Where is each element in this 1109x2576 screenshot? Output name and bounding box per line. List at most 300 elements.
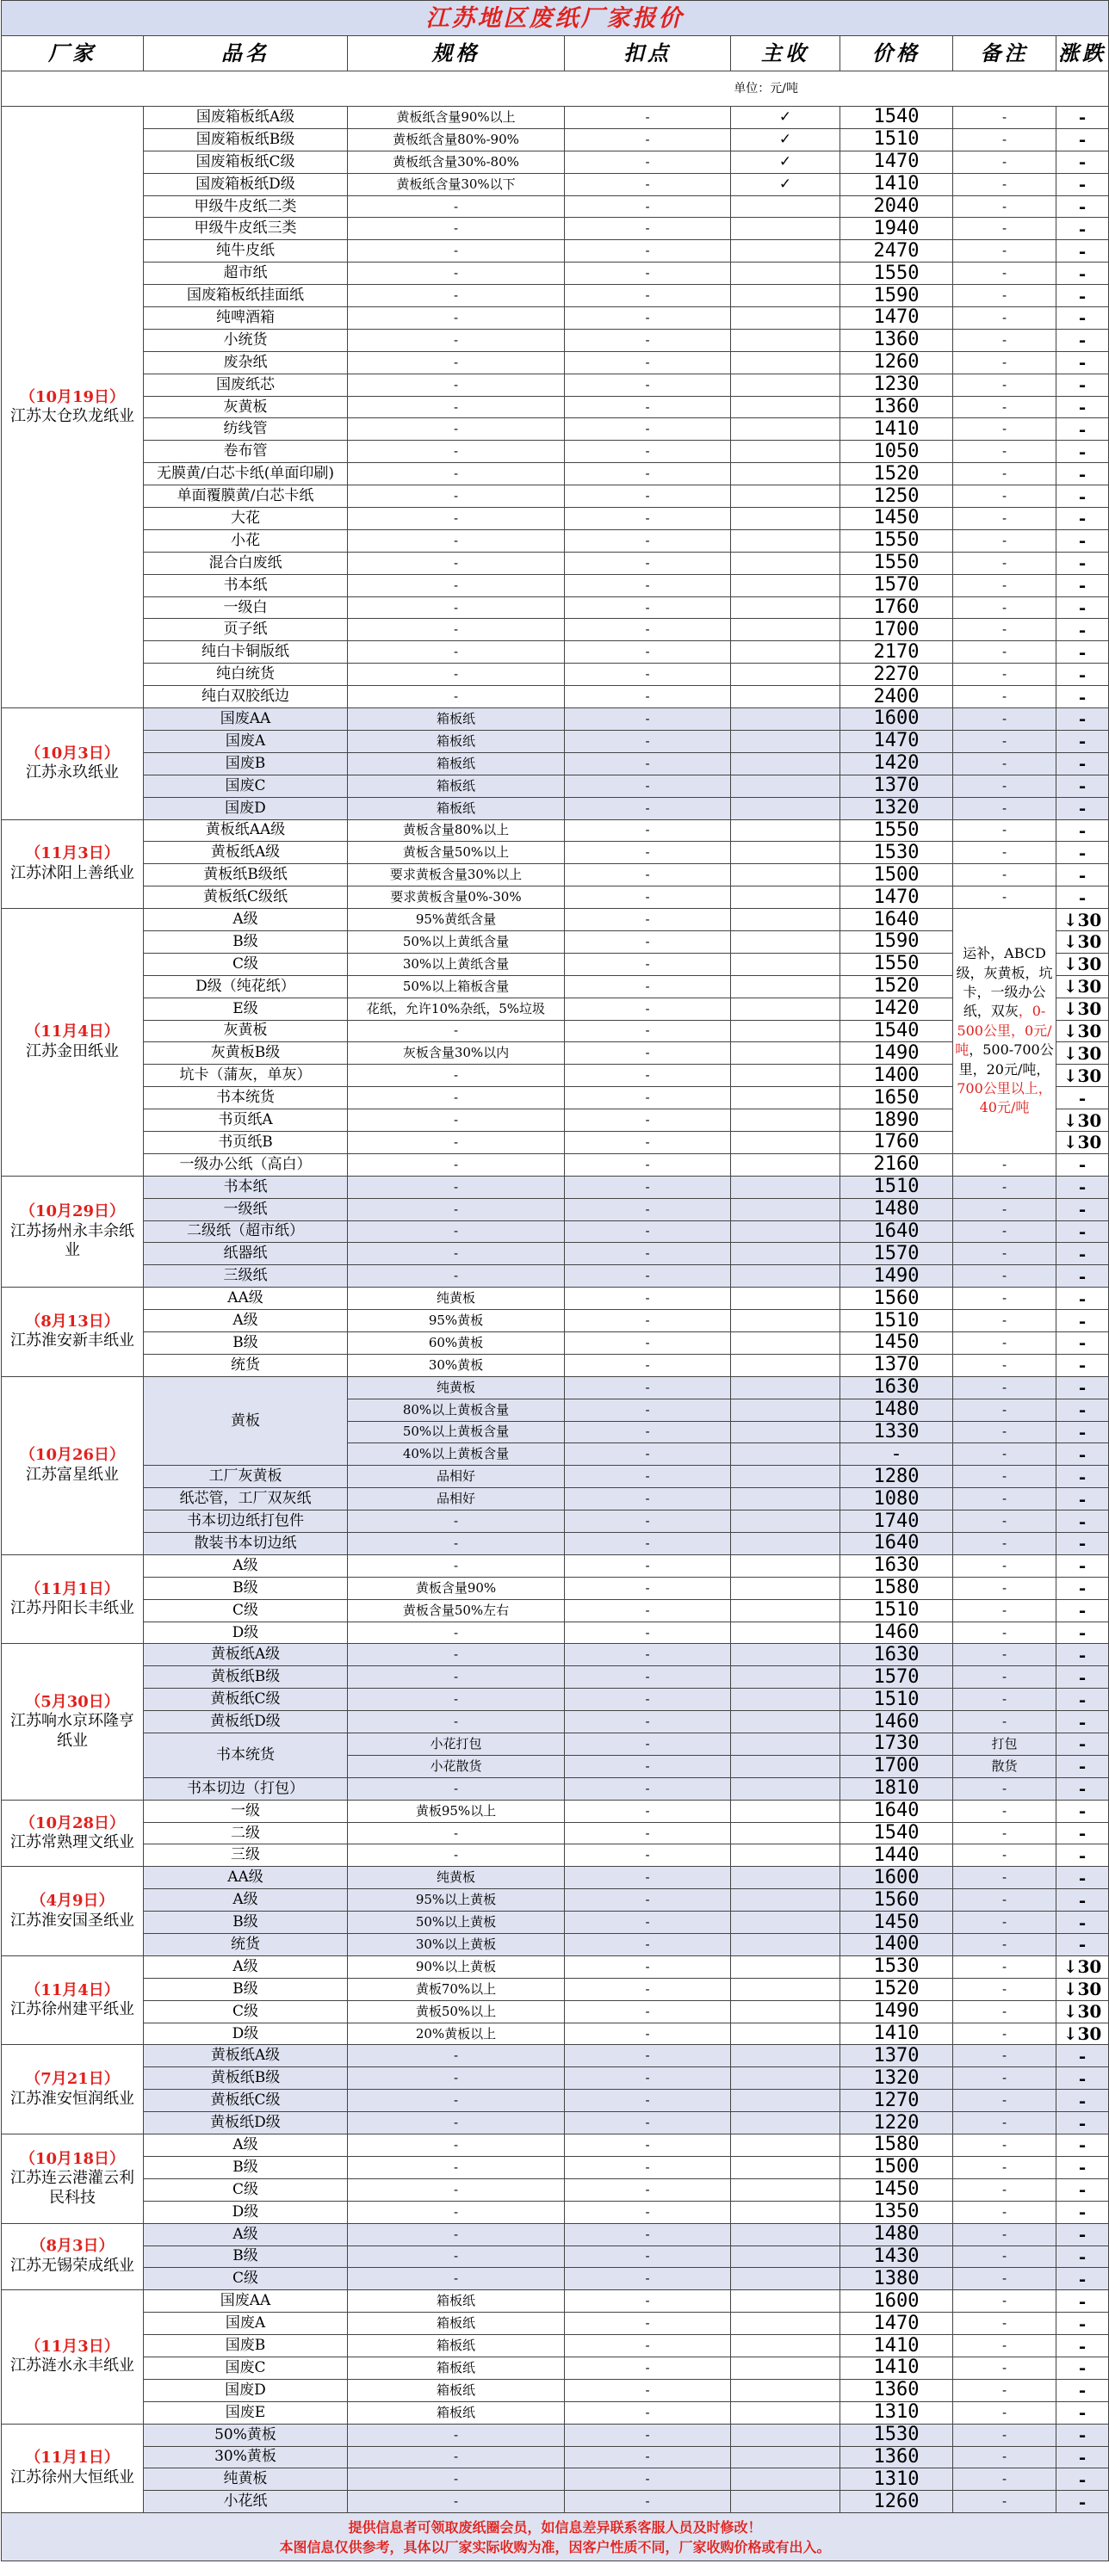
main-intake: ✓ <box>731 128 840 151</box>
product-name: C级 <box>144 2178 348 2201</box>
deduction: - <box>565 842 731 864</box>
price: 1530 <box>840 2424 953 2446</box>
remark: - <box>953 842 1056 864</box>
deduction: - <box>565 1042 731 1065</box>
deduction: - <box>565 2023 731 2045</box>
spec: - <box>348 596 565 619</box>
remark: 散货 <box>953 1755 1056 1777</box>
table-row <box>2 2178 1109 2201</box>
price-change: ↓30 <box>1056 1020 1109 1042</box>
price-change: - <box>1056 351 1109 374</box>
factory-date: （11月1日） <box>25 2449 120 2468</box>
product-name: 国废D <box>144 2379 348 2401</box>
product-name: 国废箱板纸D级 <box>144 173 348 195</box>
price-change: - <box>1056 2335 1109 2357</box>
factory-cell <box>2 909 144 1177</box>
main-intake <box>731 1822 840 1844</box>
spec: - <box>348 2090 565 2112</box>
table-row <box>2 664 1109 686</box>
price: 1370 <box>840 775 953 797</box>
remark: - <box>953 1243 1056 1265</box>
spec: - <box>348 485 565 508</box>
spec: - <box>348 1533 565 1555</box>
price-change: - <box>1056 107 1109 129</box>
spec: 50%以上箱板含量 <box>348 975 565 998</box>
price: 1740 <box>840 1510 953 1533</box>
price: 1540 <box>840 1020 953 1042</box>
main-intake <box>731 930 840 953</box>
price: 1600 <box>840 708 953 731</box>
price-change: - <box>1056 1243 1109 1265</box>
table-row <box>2 886 1109 909</box>
deduction: - <box>565 2000 731 2023</box>
factory-cell <box>2 1955 144 2045</box>
product-name: 大花 <box>144 508 348 530</box>
remark: - <box>953 2223 1056 2246</box>
factory-date: （11月3日） <box>25 844 120 863</box>
main-intake <box>731 2223 840 2246</box>
remark: - <box>953 797 1056 819</box>
product-name: C级 <box>144 953 348 975</box>
main-intake <box>731 1689 840 1711</box>
price-change: - <box>1056 1867 1109 1889</box>
product-name: B级 <box>144 1978 348 2000</box>
price-change: - <box>1056 374 1109 396</box>
main-intake <box>731 2268 840 2290</box>
deduction: - <box>565 886 731 909</box>
product-name: 单面覆膜黄/白芯卡纸 <box>144 485 348 508</box>
price: 1520 <box>840 463 953 485</box>
factory-date: （10月19日） <box>19 387 126 406</box>
price: 1510 <box>840 1310 953 1332</box>
price-change: - <box>1056 2401 1109 2424</box>
price: 1520 <box>840 975 953 998</box>
remark: - <box>953 1644 1056 1666</box>
deduction: - <box>565 1533 731 1555</box>
main-intake <box>731 307 840 330</box>
main-intake <box>731 1109 840 1132</box>
deduction: - <box>565 1421 731 1443</box>
main-intake <box>731 953 840 975</box>
table-row <box>2 529 1109 552</box>
price: 1250 <box>840 485 953 508</box>
spec: - <box>348 1844 565 1867</box>
table-row <box>2 708 1109 731</box>
price: 1080 <box>840 1488 953 1510</box>
deduction: - <box>565 2112 731 2134</box>
factory-date: （4月9日） <box>30 1892 115 1911</box>
table-row <box>2 1087 1109 1109</box>
price: 1570 <box>840 574 953 596</box>
table-row <box>2 686 1109 708</box>
factory-cell <box>2 2290 144 2424</box>
price: 1580 <box>840 1577 953 1599</box>
price: 1590 <box>840 930 953 953</box>
price: 1220 <box>840 2112 953 2134</box>
price-change: - <box>1056 1889 1109 1912</box>
spec: 箱板纸 <box>348 2313 565 2335</box>
price-change: - <box>1056 1912 1109 1934</box>
deduction: - <box>565 1867 731 1889</box>
remark: - <box>953 2268 1056 2290</box>
price-change: - <box>1056 1644 1109 1666</box>
remark: - <box>953 1376 1056 1399</box>
main-intake <box>731 1912 840 1934</box>
spec: 黄板50%以上 <box>348 2000 565 2023</box>
remark: - <box>953 1912 1056 1934</box>
remark: - <box>953 1711 1056 1733</box>
factory-name: 江苏淮安恒润纸业 <box>10 2089 134 2108</box>
main-intake <box>731 1153 840 1176</box>
factory-name: 江苏徐州建平纸业 <box>10 2000 134 2019</box>
table-row <box>2 1955 1109 1978</box>
spec: 小花散货 <box>348 1755 565 1777</box>
page-title: 江苏地区废纸厂家报价 <box>2 1 1109 36</box>
spec: 60%黄板 <box>348 1331 565 1354</box>
table-row <box>2 2223 1109 2246</box>
table-row <box>2 263 1109 285</box>
table-row <box>2 2379 1109 2401</box>
price: 2160 <box>840 1153 953 1176</box>
price-change: - <box>1056 1822 1109 1844</box>
price-change: - <box>1056 686 1109 708</box>
product-name: 国废D <box>144 797 348 819</box>
deduction: - <box>565 1733 731 1756</box>
factory-date: （8月3日） <box>30 2237 115 2256</box>
main-intake <box>731 1867 840 1889</box>
price: 1410 <box>840 2335 953 2357</box>
remark: - <box>953 1421 1056 1443</box>
table-row <box>2 1934 1109 1956</box>
price: 1320 <box>840 2067 953 2090</box>
table-row <box>2 151 1109 173</box>
factory-name: 江苏丹阳长丰纸业 <box>10 1599 134 1618</box>
product-name: D级 <box>144 2023 348 2045</box>
remark: 打包 <box>953 1733 1056 1756</box>
product-name: 纯白卡铜版纸 <box>144 641 348 664</box>
deduction: - <box>565 508 731 530</box>
price-change: - <box>1056 1265 1109 1288</box>
deduction: - <box>565 396 731 418</box>
spec: - <box>348 1131 565 1153</box>
table-row <box>2 1912 1109 1934</box>
table-row <box>2 1466 1109 1488</box>
main-intake <box>731 1488 840 1510</box>
table-row <box>2 195 1109 218</box>
table-row <box>2 240 1109 263</box>
spec: 80%以上黄板含量 <box>348 1399 565 1421</box>
price-change: ↓30 <box>1056 1978 1109 2000</box>
product-name: 混合白废纸 <box>144 552 348 574</box>
remark: - <box>953 619 1056 641</box>
price-change: - <box>1056 1554 1109 1577</box>
remark: - <box>953 485 1056 508</box>
price: 1410 <box>840 2023 953 2045</box>
main-intake <box>731 418 840 441</box>
factory-date: （11月3日） <box>25 2337 120 2356</box>
price: 1590 <box>840 285 953 307</box>
price-change: - <box>1056 128 1109 151</box>
factory-name: 江苏淮安新丰纸业 <box>10 1331 134 1350</box>
table-row <box>2 218 1109 240</box>
table-row <box>2 1800 1109 1822</box>
remark: - <box>953 2357 1056 2379</box>
price: 1360 <box>840 329 953 351</box>
main-intake <box>731 1376 840 1399</box>
product-name: 纸芯管，工厂双灰纸 <box>144 1488 348 1510</box>
table-row <box>2 1020 1109 1042</box>
price-change: - <box>1056 1421 1109 1443</box>
deduction: - <box>565 752 731 775</box>
spec: - <box>348 1822 565 1844</box>
spec: - <box>348 307 565 330</box>
factory-cell <box>2 1376 144 1554</box>
table-row <box>2 2357 1109 2379</box>
main-intake: ✓ <box>731 107 840 129</box>
price: 1550 <box>840 552 953 574</box>
remark: - <box>953 2023 1056 2045</box>
price: 1410 <box>840 418 953 441</box>
factory-name: 江苏连云港灌云利民科技 <box>10 2169 134 2207</box>
price: 1270 <box>840 2090 953 2112</box>
price-change: - <box>1056 2112 1109 2134</box>
remark: - <box>953 1198 1056 1220</box>
price: 1280 <box>840 1466 953 1488</box>
factory-name: 江苏富星纸业 <box>26 1465 119 1484</box>
price: 1370 <box>840 2045 953 2067</box>
header-main-intake: 主收 <box>731 36 840 71</box>
price-change: ↓30 <box>1056 1065 1109 1087</box>
table-row <box>2 107 1109 129</box>
spec: - <box>348 2446 565 2468</box>
price: 1490 <box>840 1265 953 1288</box>
main-intake <box>731 1198 840 1220</box>
deduction: - <box>565 1934 731 1956</box>
factory-name: 江苏响水京环隆亨纸业 <box>10 1712 134 1750</box>
deduction: - <box>565 1131 731 1153</box>
deduction: - <box>565 730 731 752</box>
main-intake <box>731 1020 840 1042</box>
table-row <box>2 2491 1109 2513</box>
deduction: - <box>565 485 731 508</box>
spec: 箱板纸 <box>348 2401 565 2424</box>
spec: - <box>348 1087 565 1109</box>
table-row <box>2 1889 1109 1912</box>
product-name: 灰黄板 <box>144 1020 348 1042</box>
price-change: - <box>1056 2090 1109 2112</box>
main-intake <box>731 1399 840 1421</box>
main-intake <box>731 1288 840 1310</box>
main-intake <box>731 1955 840 1978</box>
price-change: - <box>1056 2357 1109 2379</box>
remark: - <box>953 374 1056 396</box>
factory-date: （10月28日） <box>19 1813 126 1832</box>
spec: - <box>348 374 565 396</box>
table-row <box>2 842 1109 864</box>
main-intake <box>731 1243 840 1265</box>
spec: 90%以上黄板 <box>348 1955 565 1978</box>
product-name: 三级纸 <box>144 1265 348 1288</box>
product-name: A级 <box>144 909 348 931</box>
note-distance-2: ，500-700公里，20元/吨， <box>958 1041 1054 1078</box>
table-row <box>2 752 1109 775</box>
product-name: A级 <box>144 1889 348 1912</box>
product-name: 一级纸 <box>144 1198 348 1220</box>
table-row <box>2 975 1109 998</box>
footer-note <box>2 2513 1109 2561</box>
product-name: 黄板纸B级纸 <box>144 864 348 886</box>
main-intake <box>731 2112 840 2134</box>
deduction: - <box>565 596 731 619</box>
main-intake <box>731 574 840 596</box>
table-row <box>2 1198 1109 1220</box>
main-intake <box>731 864 840 886</box>
remark: - <box>953 2134 1056 2157</box>
factory-date: （10月18日） <box>19 2149 126 2168</box>
spec: - <box>348 1198 565 1220</box>
price-change: ↓30 <box>1056 1131 1109 1153</box>
deduction: - <box>565 1109 731 1132</box>
product-name: 黄板纸AA级 <box>144 819 348 842</box>
remark: - <box>953 1867 1056 1889</box>
price-change: ↓30 <box>1056 1955 1109 1978</box>
price: - <box>840 1443 953 1466</box>
price-change: - <box>1056 2446 1109 2468</box>
main-intake <box>731 1466 840 1488</box>
main-intake <box>731 619 840 641</box>
price-change: - <box>1056 2067 1109 2090</box>
deduction: - <box>565 1955 731 1978</box>
main-intake <box>731 2379 840 2401</box>
main-intake <box>731 909 840 931</box>
price-change: - <box>1056 819 1109 842</box>
deduction: - <box>565 619 731 641</box>
remark: - <box>953 151 1056 173</box>
main-intake <box>731 1176 840 1198</box>
product-name: 黄板纸C级 <box>144 1689 348 1711</box>
table-row <box>2 1733 1109 1756</box>
spec: - <box>348 240 565 263</box>
price-change: - <box>1056 2134 1109 2157</box>
main-intake <box>731 842 840 864</box>
spec: 40%以上黄板含量 <box>348 1443 565 1466</box>
product-name: 统货 <box>144 1354 348 1376</box>
factory-cell <box>2 2223 144 2290</box>
product-name: 页子纸 <box>144 619 348 641</box>
deduction: - <box>565 2067 731 2090</box>
remark: - <box>953 775 1056 797</box>
table-row <box>2 1599 1109 1622</box>
spec: 95%黄板 <box>348 1310 565 1332</box>
remark: - <box>953 819 1056 842</box>
price-change: - <box>1056 2223 1109 2246</box>
deduction: - <box>565 2335 731 2357</box>
price: 1310 <box>840 2468 953 2491</box>
table-row <box>2 775 1109 797</box>
spec: - <box>348 263 565 285</box>
product-name: C级 <box>144 2000 348 2023</box>
price: 1580 <box>840 2134 953 2157</box>
product-name: 黄板纸C级 <box>144 2090 348 2112</box>
price: 1050 <box>840 441 953 463</box>
table-row <box>2 463 1109 485</box>
factory-cell <box>2 2424 144 2513</box>
price-change: ↓30 <box>1056 930 1109 953</box>
product-name: 国废箱板纸B级 <box>144 128 348 151</box>
price-change: - <box>1056 1800 1109 1822</box>
main-intake <box>731 1622 840 1644</box>
price-change: - <box>1056 2290 1109 2313</box>
deduction: - <box>565 1777 731 1800</box>
price: 1510 <box>840 1176 953 1198</box>
price: 1600 <box>840 1867 953 1889</box>
deduction: - <box>565 1711 731 1733</box>
main-intake <box>731 1331 840 1354</box>
table-row <box>2 2246 1109 2268</box>
factory-cell <box>2 1800 144 1867</box>
spec: - <box>348 396 565 418</box>
price-change: - <box>1056 173 1109 195</box>
price: 1510 <box>840 1599 953 1622</box>
main-intake <box>731 2178 840 2201</box>
price: 1630 <box>840 1376 953 1399</box>
product-name: 30%黄板 <box>144 2446 348 2468</box>
remark: - <box>953 1689 1056 1711</box>
product-name: B级 <box>144 2246 348 2268</box>
table-row <box>2 1777 1109 1800</box>
table-row <box>2 2468 1109 2491</box>
table-row <box>2 1065 1109 1087</box>
spec: 箱板纸 <box>348 708 565 731</box>
table-row <box>2 1689 1109 1711</box>
price-change: - <box>1056 1331 1109 1354</box>
price: 1480 <box>840 2223 953 2246</box>
product-name: 书本切边（打包） <box>144 1777 348 1800</box>
spec: - <box>348 1777 565 1800</box>
deduction: - <box>565 2468 731 2491</box>
remark: - <box>953 686 1056 708</box>
deduction: - <box>565 1577 731 1599</box>
price: 1320 <box>840 797 953 819</box>
spec: - <box>348 1243 565 1265</box>
product-name: 坑卡（蒲灰，单灰） <box>144 1065 348 1087</box>
table-row <box>2 2000 1109 2023</box>
deduction: - <box>565 128 731 151</box>
price: 1360 <box>840 2379 953 2401</box>
product-name: 卷布管 <box>144 441 348 463</box>
deduction: - <box>565 151 731 173</box>
price-change: - <box>1056 485 1109 508</box>
spec: - <box>348 552 565 574</box>
price-change: - <box>1056 2379 1109 2401</box>
remark: - <box>953 1777 1056 1800</box>
factory-date: （10月26日） <box>19 1446 126 1465</box>
product-name: 黄板纸B级 <box>144 1666 348 1689</box>
price-change: - <box>1056 1711 1109 1733</box>
deduction: - <box>565 819 731 842</box>
price-change: ↓30 <box>1056 1042 1109 1065</box>
product-name: AA级 <box>144 1867 348 1889</box>
deduction: - <box>565 1689 731 1711</box>
table-row <box>2 1510 1109 1533</box>
spec: - <box>348 329 565 351</box>
price-change: - <box>1056 775 1109 797</box>
price-table <box>1 0 1109 2561</box>
product-name: 散装书本切边纸 <box>144 1533 348 1555</box>
remark: - <box>953 2335 1056 2357</box>
price: 1640 <box>840 1220 953 1243</box>
table-row <box>2 2134 1109 2157</box>
